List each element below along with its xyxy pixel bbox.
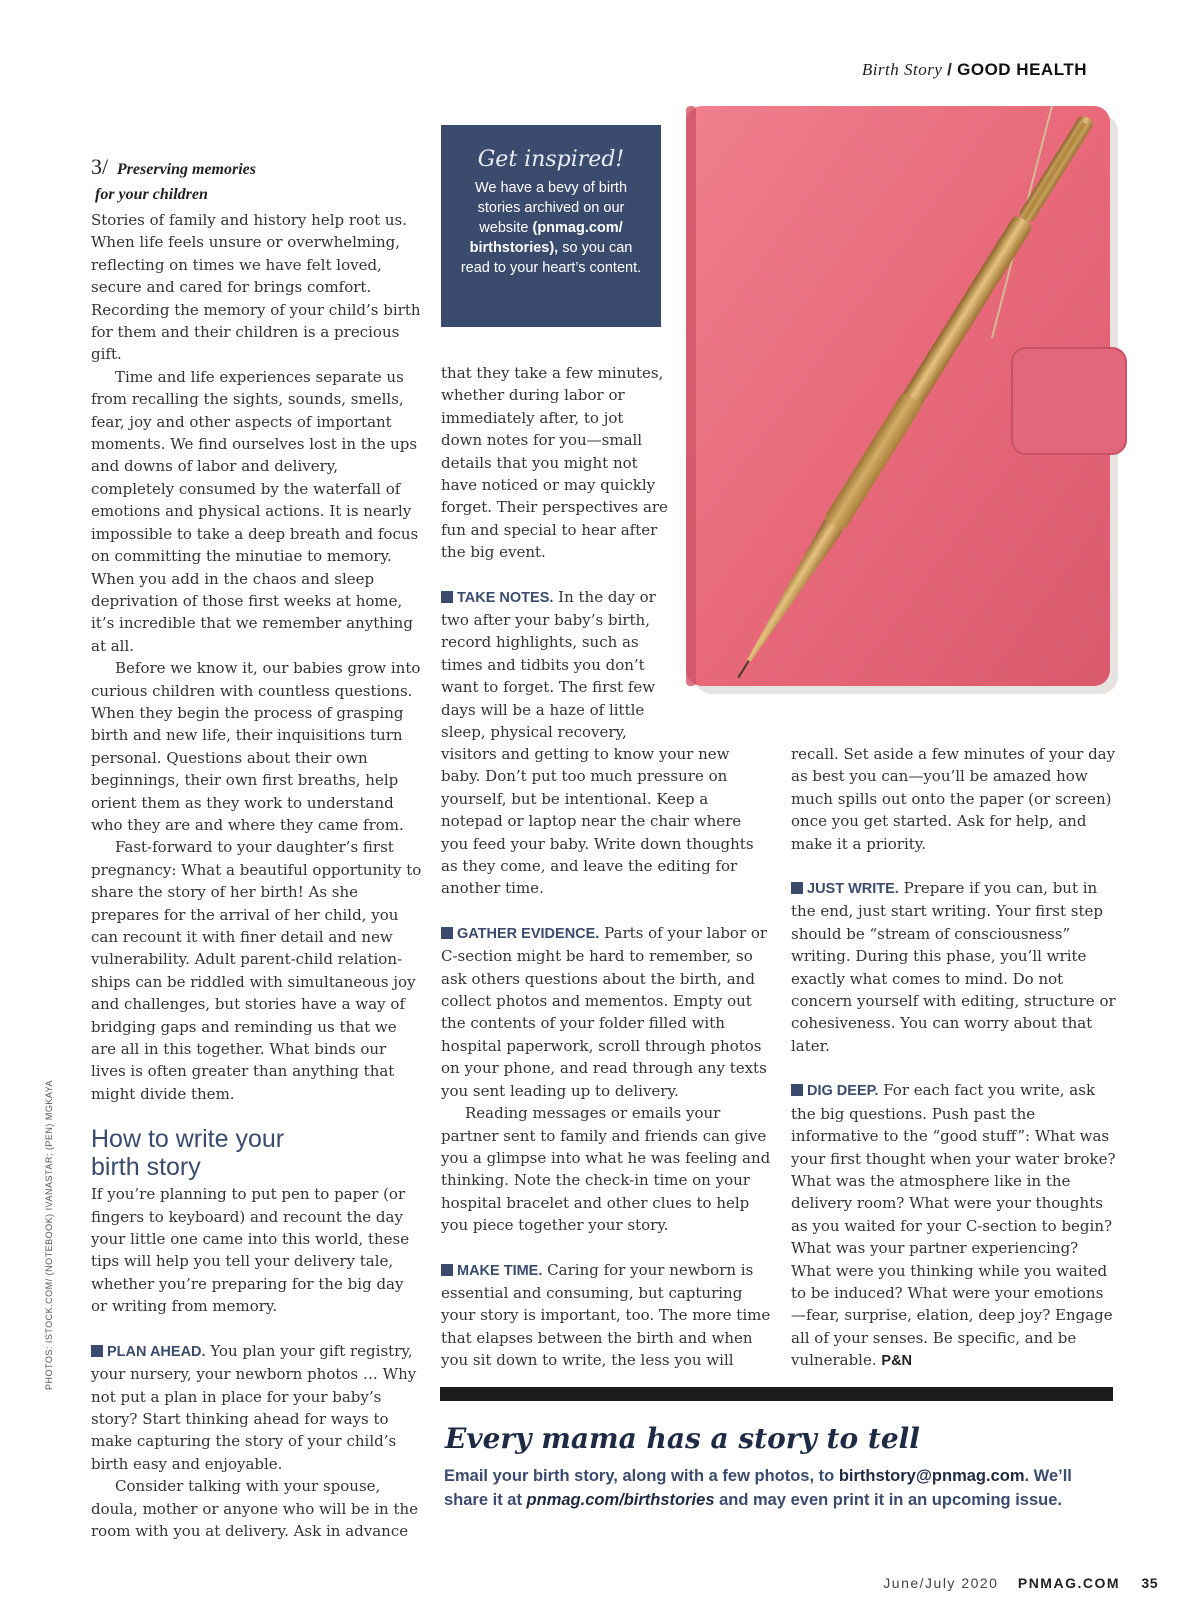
column-3: [791, 743, 1116, 1373]
photo-credit: PHOTOS: ISTOCK.COM/ (NOTEBOOK) IVANASTAR; (PEN) MGKAYA: [44, 1079, 54, 1390]
divider-bar: [440, 1387, 1113, 1401]
box-link[interactable]: (pnmag.com/ birthstories),: [469, 220, 623, 256]
tip-make-time: [441, 1259, 771, 1372]
tip-lead: TAKE NOTES.: [457, 589, 554, 606]
tip-just-write: [791, 877, 1116, 1057]
bullet-square-icon: [91, 1345, 103, 1357]
tip-lead: GATHER EVIDENCE.: [457, 925, 600, 942]
tip-text: Caring for your newborn is essential and consuming, but capturing your story is important, too. The more time that elapses between the birth and when you sit down to write, the less you will: [441, 1260, 771, 1370]
paragraph: If you’re planning to put pen to paper (or fingers to keyboard) and recount the day your little one came into this world, these tips will help you tell your delivery tale, whether you’re preparing for the big day or writing from memory.: [91, 1185, 410, 1316]
column-1: [91, 155, 423, 1542]
tip-text: For each fact you write, ask the big questions. Push past the informative to the “good stuff”: What was your first thought when your water broke? What was the atmosphere like in the delivery room? What were your thoughts as you waited for your C-section to begin? What was your partner experiencing? What were you thinking while you waited to be induced? What were your emotions—fear, surprise, elation, deep joy? Engage all of your senses. Be specific, and be vulnerable.: [791, 1081, 1116, 1370]
tip-lead: MAKE TIME.: [457, 1262, 543, 1279]
department-label: GOOD HEALTH: [957, 60, 1087, 79]
tip-lead: DIG DEEP.: [807, 1083, 879, 1100]
column-2-lower: [441, 743, 771, 1372]
bullet-square-icon: [441, 591, 453, 603]
subheading-line-2: birth story: [91, 1153, 201, 1182]
tip-text: In the day or two after your baby’s birth, record highlights, such as times and tidbits you don’t want to forget. The first few days will be a haze of little sleep, physical recovery,: [441, 587, 656, 742]
section-title-line-1: Preserving memories: [116, 161, 256, 178]
box-text-a: We have a bevy of birth stories archived on our website: [474, 180, 628, 236]
end-sign: P&N: [881, 1353, 913, 1370]
tip-plan-ahead: [91, 1340, 423, 1475]
running-header: [862, 60, 1087, 80]
issue-date: June/July 2020: [883, 1575, 999, 1591]
box-text: [441, 178, 661, 278]
cta-body: [444, 1464, 1114, 1512]
paragraph: Stories of family and history help root us. When life feels unsure or overwhelming, reflecting on times we have felt loved, secure and cared for brings comfort. Recording the memory of your child’s birth for them and their children is a precious gift.: [91, 211, 421, 364]
tip-gather-evidence: [441, 922, 771, 1102]
column-2: [441, 362, 669, 744]
section-slash: /: [102, 154, 109, 179]
box-title: Get inspired!: [477, 147, 625, 172]
notebook-strap: [1012, 348, 1126, 454]
section-heading: [91, 155, 423, 207]
tip-text: You plan your gift registry, your nursery, your newborn photos … Why not put a plan in place for your baby’s story? Start thinking ahead for ways to make capturing the story of your child’s birth easy and enjoyable.: [91, 1341, 417, 1473]
paragraph: Fast-forward to your daughter’s first pregnancy: What a beautiful opportunity to share the story of her birth! As she prepares for the arrival of her child, you can recount it with finer detail and new vulnerability. Adult parent-child relation-ships can be riddled with simultaneous joy and challenges, but stories have a way of bridging gaps and reminding us that we are all in this together. What binds our lives is often greater than anything that might divide them.: [91, 838, 422, 1103]
page-number: 35: [1141, 1575, 1158, 1591]
site-name: PNMAG.COM: [1017, 1575, 1121, 1591]
cta-text-c: and may even print it in an upcoming issue.: [714, 1491, 1062, 1509]
tip-take-notes: [441, 586, 669, 744]
tip-dig-deep: [791, 1079, 1116, 1372]
subheading: [91, 1125, 423, 1182]
get-inspired-box: [441, 125, 661, 327]
cta-website-link[interactable]: pnmag.com/birthstories: [526, 1491, 715, 1509]
section-title-line-2: for your children: [95, 186, 208, 203]
header-slash: /: [947, 60, 953, 79]
section-label: Birth Story: [861, 60, 943, 79]
tip-text: Prepare if you can, but in the end, just start writing. Your first step should be “stream of consciousness” writing. During this phase, you’ll write exactly what comes to mind. Do not concern yourself with editing, structure or cohesiveness. You can worry about that later.: [791, 879, 1116, 1055]
paragraph: Before we know it, our babies grow into curious children with countless questions. When they begin the process of grasping birth and new life, their inquisitions turn personal. Questions about their own beginnings, their own first breaths, help orient them as they work to understand who they are and where they came from.: [91, 659, 421, 834]
cta-text-b: . We’ll share it at: [444, 1467, 1072, 1509]
box-text-c: so you can read to your heart’s content.: [460, 240, 642, 276]
bullet-square-icon: [791, 1084, 803, 1096]
bullet-square-icon: [441, 927, 453, 939]
section-number: 3: [91, 154, 102, 179]
cta-text-a: Email your birth story, along with a few photos, to: [444, 1467, 839, 1485]
bullet-square-icon: [441, 1264, 453, 1276]
paragraph: visitors and getting to know your new baby. Don’t put too much pressure on yourself, but be intentional. Keep a notepad or laptop near the chair where you feed your baby. Write down thoughts as they come, and leave the editing for another time.: [441, 745, 754, 898]
cta-email-link[interactable]: birthstory@pnmag.com: [838, 1467, 1025, 1485]
paragraph: Consider talking with your spouse, doula, mother or anyone who will be in the room with you at delivery. Ask in advance: [91, 1477, 419, 1540]
page-footer: [883, 1575, 1158, 1591]
subheading-line-1: How to write your: [91, 1125, 285, 1154]
cta-title: Every mama has a story to tell: [445, 1422, 920, 1455]
notebook-spine: [686, 106, 696, 686]
notebook-pen-photo: [680, 98, 1138, 728]
paragraph: Reading messages or emails your partner sent to family and friends can give you a glimpse into what he was feeling and thinking. Note the check-in time on your hospital bracelet and other clues to help you piece together your story.: [441, 1104, 771, 1235]
tip-lead: PLAN AHEAD.: [107, 1343, 206, 1360]
paragraph: recall. Set aside a few minutes of your day as best you can—you’ll be amazed how much spills out onto the paper (or screen) once you get started. Ask for help, and make it a priority.: [791, 745, 1116, 853]
tip-text: Parts of your labor or C-section might be hard to remember, so ask others questions about the birth, and collect photos and mementos. Empty out the contents of your folder filled with hospital paperwork, scroll through photos on your phone, and read through any texts you sent leading up to delivery.: [441, 923, 768, 1100]
bullet-square-icon: [791, 882, 803, 894]
paragraph: that they take a few minutes, whether during labor or immediately after, to jot down notes for you—small details that you might not have noticed or may quickly forget. Their perspectives are fun and special to hear after the big event.: [441, 364, 668, 562]
tip-lead: JUST WRITE.: [807, 881, 899, 898]
paragraph: Time and life experiences separate us from recalling the sights, sounds, smells, fear, joy and other aspects of important moments. We find ourselves lost in the ups and downs of labor and delivery, completely consumed by the waterfall of emotions and physical actions. It is nearly impossible to take a deep breath and focus on committing the minutiae to memory. When you add in the chaos and sleep deprivation of those first weeks at home, it’s incredible that we remember anything at all.: [91, 367, 419, 655]
